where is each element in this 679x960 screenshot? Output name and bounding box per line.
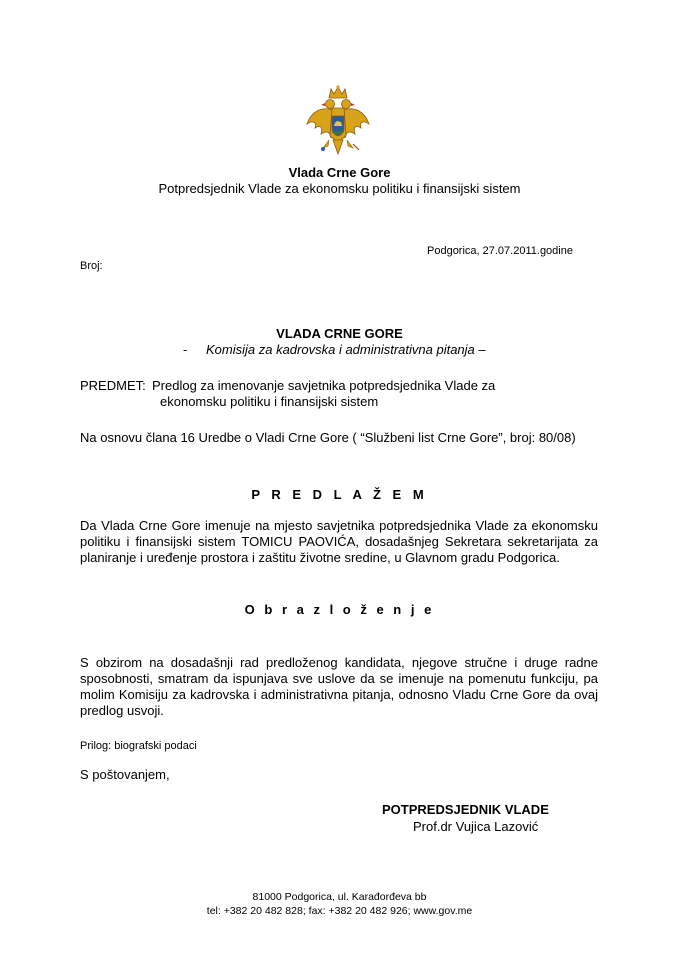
subject-line-2: ekonomsku politiku i finansijski sistem — [160, 394, 379, 409]
proposal-text: Da Vlada Crne Gore imenuje na mjesto savjetnika potpredsjednika Vlade za ekonomsku politiku i finansijski sistem TOMICU PAOVIĆA, dosadašnjeg Sekretara sekretarijata za planiranje i uređenje prostora i zaštitu životne sredine, u Glavnom gradu Podgorica. — [80, 518, 598, 565]
subject-label: PREDMET: — [80, 378, 146, 393]
recipient-dash: - — [183, 342, 188, 357]
signature-name: Prof.dr Vujica Lazović — [413, 819, 539, 834]
subject-line-1: Predlog za imenovanje savjetnika potpredsjednika Vlade za — [152, 378, 496, 393]
attachment-note: Prilog: biografski podaci — [80, 740, 197, 752]
recipient-committee: Komisija za kadrovska i administrativna pitanja – — [206, 342, 486, 357]
date-line: Podgorica, 27.07.2011.godine — [427, 245, 573, 257]
org-name: Vlada Crne Gore — [288, 165, 391, 180]
footer-contact: tel: +382 20 482 828; fax: +382 20 482 926; www.gov.me — [206, 905, 473, 917]
legal-basis: Na osnovu člana 16 Uredbe o Vladi Crne Gore ( “Službeni list Crne Gore”, broj: 80/08) — [80, 430, 576, 445]
closing-salutation: S poštovanjem, — [80, 767, 170, 782]
signature-title: POTPREDSJEDNIK VLADE — [382, 802, 549, 817]
footer-address: 81000 Podgorica, ul. Karađorđeva bb — [252, 891, 427, 903]
coat-of-arms-icon — [303, 84, 373, 164]
rationale-text: S obzirom na dosadašnji rad predloženog kandidata, njegove stručne i druge radne sposobnosti, smatram da ispunjava sve uslove da se imenuje na pomenutu funkciju, pa molim Komisiju za kadrovska i administrativna pitanja, odnosno Vladu Crne Gore da ovaj predlog usvoji. — [80, 655, 598, 718]
rationale-heading: O b r a z l o ž e n j e — [244, 602, 435, 617]
office-title: Potpredsjednik Vlade za ekonomsku politiku i finansijski sistem — [158, 181, 521, 196]
broj-label: Broj: — [80, 260, 103, 272]
recipient-title: VLADA CRNE GORE — [276, 326, 403, 341]
proposal-heading: P R E D L A Ž E M — [251, 487, 428, 502]
